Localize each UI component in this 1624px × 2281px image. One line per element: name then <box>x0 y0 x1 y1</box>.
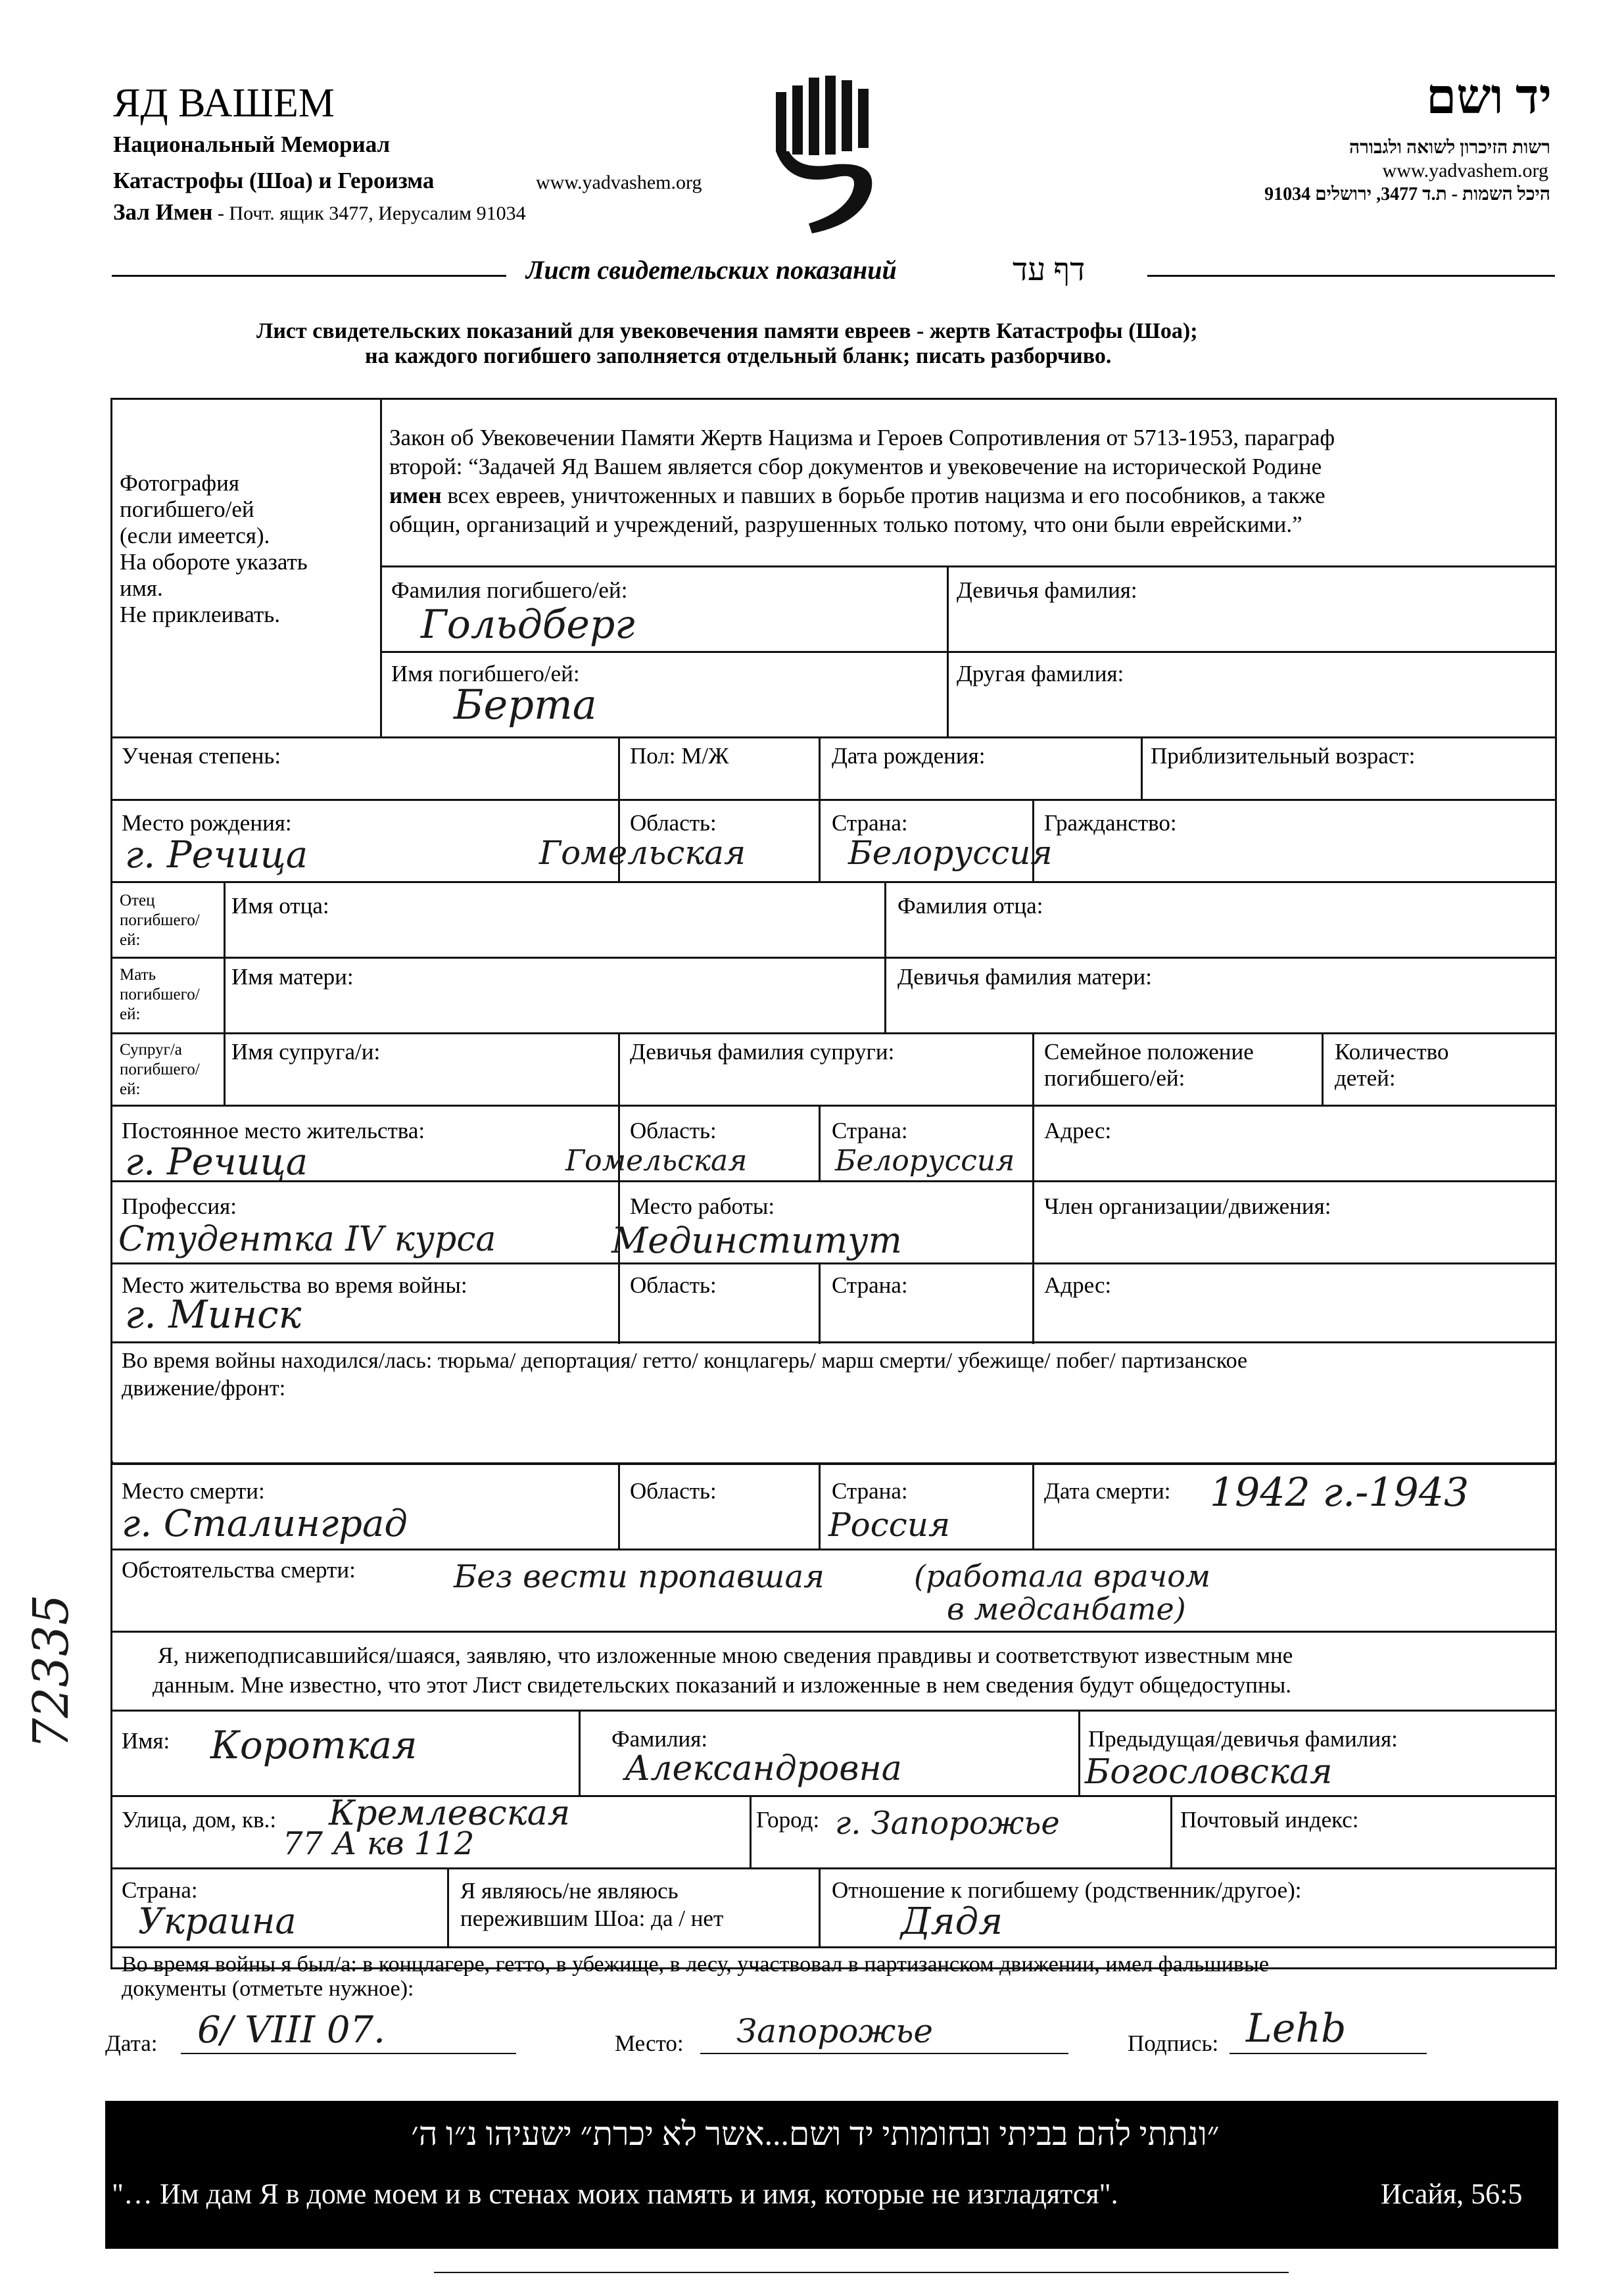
signature-line <box>1230 2053 1427 2054</box>
father-side2: погибшего/ <box>120 911 200 929</box>
footer-hebrew: ״ונתתי להם בביתי ובחומותי יד ושם...אשר לא יכרת״ ישעיהו נ״ו ה׳ <box>411 2115 1220 2152</box>
res-region-value[interactable]: Гомельская <box>565 1144 748 1178</box>
workplace-value[interactable]: Мединститут <box>611 1220 902 1261</box>
mother-side3: ей: <box>120 1005 141 1023</box>
approx-age-label: Приблизительный возраст: <box>1151 743 1416 769</box>
rule-v-d1 <box>618 1463 620 1549</box>
during-war-line2: движение/фронт: <box>122 1376 286 1401</box>
birth-date-label: Дата рождения: <box>832 743 986 769</box>
birth-city-value[interactable]: г. Речица <box>125 834 308 876</box>
law-line2: второй: “Задачей Яд Вашем является сбор документов и увековечение на исторической Родине <box>389 454 1322 479</box>
marital-label <box>1044 1039 1254 1092</box>
intro-line1: Лист свидетельских показаний для увековечения памяти евреев - жертв Катастрофы (Шоа); <box>256 319 1198 343</box>
relation-label: Отношение к погибшему (родственник/другое): <box>832 1877 1302 1903</box>
workplace-label: Место работы: <box>630 1193 775 1219</box>
rule-v-r2b <box>819 799 821 881</box>
sub-city-label: Город: <box>756 1807 820 1833</box>
other-surname-label: Другая фамилия: <box>957 661 1124 686</box>
place-value[interactable]: Запорожье <box>736 2012 934 2050</box>
survivor-label[interactable] <box>460 1877 723 1933</box>
footer-russian: "… Им дам Я в доме моем и в стенах моих память и имя, которые не изгладятся". <box>112 2178 1118 2210</box>
sub-street-label: Улица, дом, кв.: <box>122 1807 277 1833</box>
photo-line4: На обороте указать <box>120 549 308 575</box>
rule-row14 <box>110 1867 1557 1869</box>
children-label <box>1335 1039 1448 1092</box>
hall-line <box>113 199 526 227</box>
mother-maiden-label: Девичья фамилия матери: <box>897 964 1152 990</box>
memorial-line1: Национальный Мемориал <box>113 132 391 157</box>
photo-line2: погибшего/ей <box>120 496 254 522</box>
mother-side-label <box>120 965 200 1024</box>
war-residence-label: Место жительства во время войны: <box>122 1272 467 1298</box>
rule-v-s2 <box>1078 1710 1080 1795</box>
rule-v-sp3 <box>1322 1032 1324 1105</box>
sub-surname-value[interactable]: Александровна <box>625 1749 902 1789</box>
rule-row1 <box>110 736 1557 738</box>
res-country-value[interactable]: Белоруссия <box>835 1144 1015 1178</box>
survivor-line2: пережившим Шоа: да / нет <box>460 1906 724 1931</box>
res-country-label: Страна: <box>832 1118 908 1143</box>
org-name-ru: ЯД ВАШЕМ <box>113 81 335 126</box>
rule-name-vert <box>947 565 949 736</box>
place-line <box>700 2053 1068 2054</box>
rule-v-st1 <box>750 1795 752 1867</box>
photo-line1: Фотография <box>120 470 239 496</box>
declaration-line2: данным. Мне известно, что этот Лист свидетельских показаний и изложенные в нем сведения будут общедоступны. <box>153 1672 1291 1698</box>
citizenship-label: Гражданство: <box>1044 810 1177 836</box>
death-place-label: Место смерти: <box>122 1478 265 1504</box>
rule-v-st2 <box>1170 1795 1172 1867</box>
father-side3: ей: <box>120 931 141 949</box>
during-war-line1: Во время войны находился/лась: тюрьма/ депортация/ гетто/ концлагерь/ марш смерти/ убежище/ побег/ партизанское <box>122 1349 1248 1373</box>
sub-war-line1: Во время войны я был/а: в концлагере, гетто, в убежище, в лесу, участвовал в партизанском движении, имел фальшивые <box>122 1952 1269 1977</box>
profession-value[interactable]: Студентка IV курса <box>118 1220 496 1259</box>
law-line3-bold: имен <box>389 483 442 508</box>
spouse-side1: Супруг/а <box>120 1041 182 1059</box>
hall-address: - Почт. ящик 3477, Иерусалим 91034 <box>217 203 526 224</box>
death-region-label: Область: <box>630 1478 717 1504</box>
war-country-label: Страна: <box>832 1272 908 1298</box>
relation-value[interactable]: Дядя <box>901 1900 1003 1943</box>
form-title-he: דף עד <box>1013 252 1086 287</box>
rule-row5 <box>110 1032 1557 1034</box>
sub-zip-label: Почтовый индекс: <box>1180 1807 1359 1833</box>
photo-line5: имя. <box>120 575 163 601</box>
residence-label: Постоянное место жительства: <box>122 1118 425 1143</box>
father-surname-label: Фамилия отца: <box>897 893 1043 919</box>
spouse-name-label: Имя супруга/и: <box>231 1039 381 1065</box>
rule-row7 <box>110 1180 1557 1182</box>
death-date-label: Дата смерти: <box>1044 1478 1171 1504</box>
death-circ-label: Обстоятельства смерти: <box>122 1557 356 1583</box>
date-label: Дата: <box>105 2030 158 2056</box>
birth-place-label: Место рождения: <box>122 810 292 836</box>
sub-surname-label: Фамилия: <box>611 1726 708 1752</box>
rule-name-mid <box>380 651 1557 653</box>
law-text <box>389 423 1335 539</box>
rule-v-r1c <box>1141 736 1143 799</box>
birth-region-label: Область: <box>630 810 717 836</box>
website-right: www.yadvashem.org <box>1382 160 1548 181</box>
first-name-label: Имя погибшего/ей: <box>391 661 580 686</box>
war-city-value[interactable]: г. Минск <box>125 1292 302 1337</box>
rule-v-res2 <box>819 1105 821 1180</box>
first-name-value[interactable]: Берта <box>454 681 597 729</box>
authority-he: רשות הזיכרון לשואה ולגבורה <box>1349 137 1550 158</box>
birth-country-label: Страна: <box>832 810 908 836</box>
surname-label: Фамилия погибшего/ей: <box>391 577 628 603</box>
marital-line2: погибшего/ей: <box>1044 1065 1185 1091</box>
children-line2: детей: <box>1335 1065 1396 1091</box>
spouse-maiden-label: Девичья фамилия супруги: <box>630 1039 895 1065</box>
marital-line1: Семейное положение <box>1044 1039 1254 1065</box>
survivor-line1: Я являюсь/не являюсь <box>460 1878 679 1904</box>
hall-label: Зал Имен <box>113 199 213 225</box>
law-line1: Закон об Увековечении Памяти Жертв Нацизма и Героев Сопротивления от 5713-1953, параграф <box>389 425 1335 450</box>
rule-v-d3 <box>1032 1463 1034 1549</box>
death-circ-value1[interactable]: Без вести пропавшая <box>454 1558 824 1595</box>
declaration-line1: Я, нижеподписавшийся/шаяся, заявляю, что изложенные мною сведения правдивы и соответствуют известным мне <box>158 1643 1293 1668</box>
law-line3 <box>389 481 1335 510</box>
mother-side2: погибшего/ <box>120 986 200 1003</box>
memorial-line2: Катастрофы (Шоа) и Героизма <box>113 168 435 193</box>
rule-v-s1 <box>579 1710 581 1795</box>
rule-v-r1a <box>618 736 620 799</box>
sub-prev-value[interactable]: Богословская <box>1085 1752 1333 1792</box>
rule-v-c2 <box>819 1867 821 1946</box>
rule-v-sp1 <box>618 1032 620 1105</box>
rule-row10 <box>110 1549 1557 1550</box>
rule-row15 <box>110 1946 1557 1948</box>
maiden-name-label: Девичья фамилия: <box>957 577 1137 603</box>
res-city-value[interactable]: г. Речица <box>125 1141 308 1184</box>
death-date-value[interactable]: 1942 г.-1943 <box>1210 1470 1469 1516</box>
res-address-label: Адрес: <box>1044 1118 1112 1143</box>
yad-vashem-logo <box>763 72 881 237</box>
death-place-value[interactable]: г. Сталинград <box>122 1502 408 1545</box>
photo-line3: (если имеется). <box>120 523 270 548</box>
rule-v-c1 <box>447 1867 449 1946</box>
sub-name-value[interactable]: Короткая <box>210 1723 418 1767</box>
sub-country-value[interactable]: Украина <box>138 1900 297 1942</box>
rule-v-res3 <box>1032 1105 1034 1355</box>
war-region-label: Область: <box>630 1272 717 1298</box>
signature-label: Подпись: <box>1128 2030 1219 2056</box>
rule-row11 <box>110 1631 1557 1633</box>
rule-v-war2 <box>819 1262 821 1355</box>
sub-street-value1[interactable]: Кремлевская <box>329 1794 571 1833</box>
father-name-label: Имя отца: <box>231 893 329 919</box>
photo-box[interactable] <box>120 470 308 628</box>
surname-value[interactable]: Гольдберг <box>421 602 635 648</box>
death-circ-value2[interactable]: (работала врачом <box>914 1558 1211 1594</box>
spouse-side3: ей: <box>120 1080 141 1098</box>
law-line3-rest: всех евреев, уничтоженных и павших в борьбе против нацизма и его пособников, а также <box>441 483 1325 508</box>
rule-row12 <box>110 1710 1557 1712</box>
signature-value[interactable]: Lehb <box>1246 2005 1347 2052</box>
father-side1: Отец <box>120 892 155 909</box>
rule-row4 <box>110 957 1557 959</box>
death-circ-value3[interactable]: в медсанбате) <box>947 1591 1186 1627</box>
org-name-he: יד ושם <box>1426 70 1552 124</box>
form-frame <box>110 398 1557 1463</box>
title-rule-left <box>112 275 506 277</box>
rule-row2 <box>110 799 1557 801</box>
war-address-label: Адрес: <box>1044 1272 1112 1298</box>
rule-v-sp2 <box>1032 1032 1034 1105</box>
sub-name-label: Имя: <box>122 1728 170 1754</box>
intro-line2: на каждого погибшего заполняется отдельный бланк; писать разборчиво. <box>365 344 1112 368</box>
place-label: Место: <box>615 2030 684 2056</box>
father-side-label <box>120 891 200 950</box>
death-country-value[interactable]: Россия <box>828 1506 951 1544</box>
degree-label: Ученая степень: <box>122 743 281 769</box>
sub-city-value[interactable]: г. Запорожье <box>835 1805 1060 1842</box>
mother-side1: Мать <box>120 966 156 984</box>
website-left: www.yadvashem.org <box>536 172 702 193</box>
sub-street-value2[interactable]: 77 А кв 112 <box>283 1825 475 1862</box>
footer-citation: Исайя, 56:5 <box>1381 2178 1523 2210</box>
law-line4: общин, организаций и учреждений, разрушенных только потому, что они были еврейскими.” <box>389 512 1302 537</box>
rule-row13 <box>110 1795 1557 1797</box>
rule-v-side <box>224 881 226 1105</box>
children-line1: Количество <box>1335 1039 1449 1065</box>
sex-label: Пол: М/Ж <box>630 743 729 769</box>
rule-name-top <box>380 565 1557 567</box>
rule-v-d2 <box>819 1463 821 1549</box>
margin-number: 72335 <box>23 1594 80 1749</box>
rule-v-r1b <box>819 736 821 799</box>
rule-row9 <box>110 1341 1557 1343</box>
date-value[interactable]: 6/ VIII 07. <box>197 2009 385 2052</box>
death-country-label: Страна: <box>832 1478 908 1504</box>
title-rule-right <box>1147 275 1555 277</box>
res-region-label: Область: <box>630 1118 717 1143</box>
birth-region-value[interactable]: Гомельская <box>539 834 746 872</box>
rule-row8 <box>110 1262 1557 1264</box>
hall-he: היכל השמות - ת.ד 3477, ירושלים 91034 <box>1264 184 1550 204</box>
spouse-side-label <box>120 1040 200 1099</box>
spouse-side2: погибшего/ <box>120 1061 200 1078</box>
mother-name-label: Имя матери: <box>231 964 354 990</box>
date-line <box>181 2053 516 2054</box>
sub-prev-label: Предыдущая/девичья фамилия: <box>1088 1726 1398 1752</box>
birth-country-value[interactable]: Белоруссия <box>848 834 1053 872</box>
form-title-ru: Лист свидетельских показаний <box>526 255 897 285</box>
photo-line6: Не приклеивать. <box>120 602 280 627</box>
rule-row3 <box>110 881 1557 883</box>
bottom-rule <box>434 2272 1289 2273</box>
sub-war-line2: документы (отметьте нужное): <box>122 1977 414 2001</box>
sub-country-label: Страна: <box>122 1877 198 1903</box>
profession-label: Профессия: <box>122 1193 237 1219</box>
member-label: Член организации/движения: <box>1044 1193 1331 1219</box>
rule-row6 <box>110 1105 1557 1107</box>
